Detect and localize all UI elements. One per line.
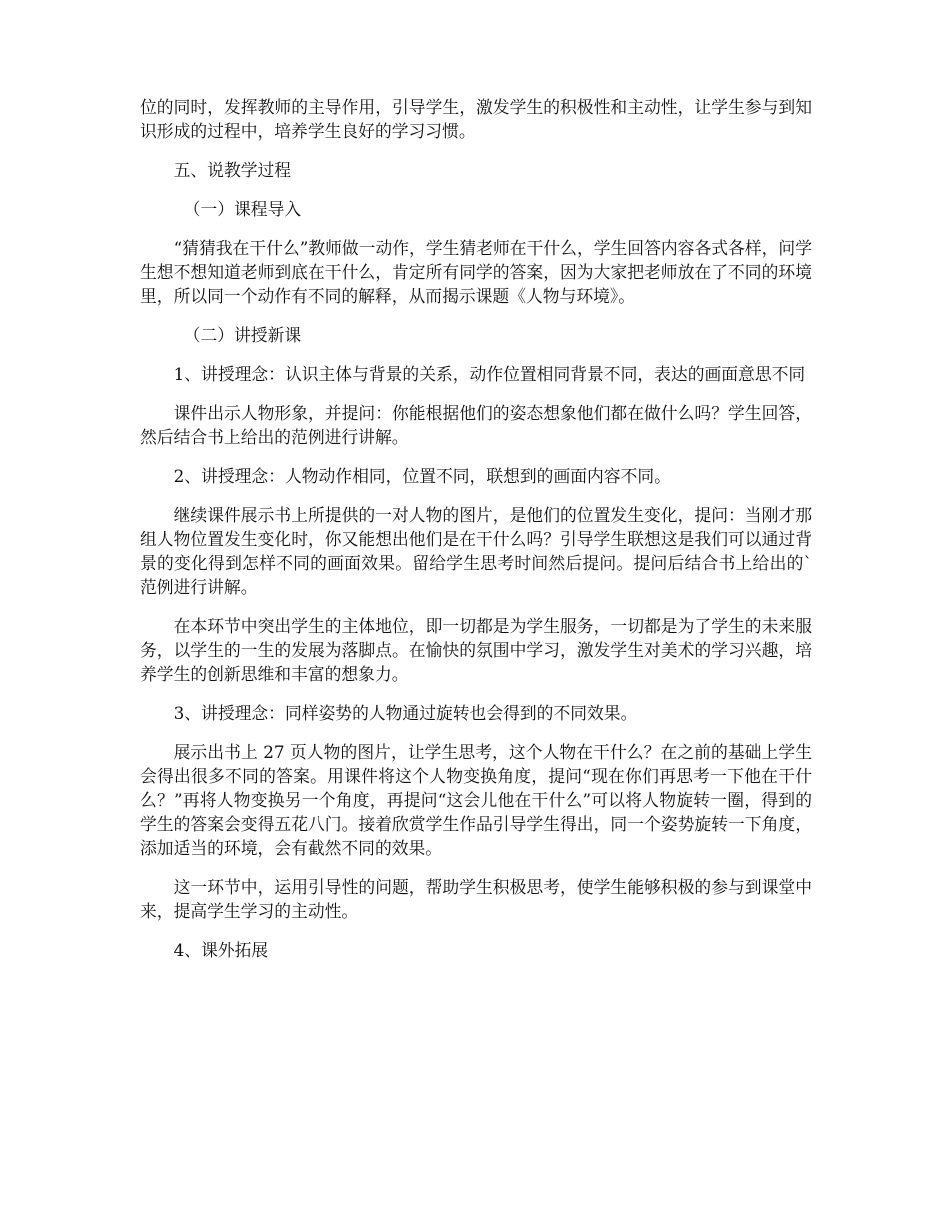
paragraph-concept-1: 1、讲授理念：认识主体与背景的关系，动作位置相同背景不同，表达的画面意思不同: [173, 364, 806, 384]
paragraph-concept-2: 2、讲授理念：人物动作相同，位置不同，联想到的画面内容不同。: [173, 466, 671, 486]
paragraph-concept-1-detail: 课件出示人物形象，并提问：你能根据他们的姿态想象他们都在做什么吗？学生回答，然后结合书上给出的范例进行讲解。: [140, 403, 812, 447]
paragraph-concept-3-detail: 展示出书上 27 页人物的图片，让学生思考，这个人物在干什么？在之前的基础上学生会得出很多不同的答案。用课件将这个人物变换角度，提问“现在你们再思考一下他在干什么？”再将人物变换另一个角度，再提问“这会儿他在干什么”可以将人物旋转一圈，得到的学生的答案会变得五花八门。接着欣赏学生作品引导学生得出，同一个姿势旋转一下角度，添加适当的环境，会有截然不同的效果。: [140, 742, 812, 858]
document-page: [140, 95, 812, 977]
paragraph-guided-questions: 这一环节中，运用引导性的问题，帮助学生积极思考，使学生能够积极的参与到课堂中来，提高学生学习的主动性。: [140, 877, 812, 921]
paragraph-concept-2-detail: 继续课件展示书上所提供的一对人物的图片，是他们的位置发生变化，提问：当刚才那组人物位置发生变化时，你又能想出他们是在干什么吗？引导学生联想这是我们可以通过背景的变化得到怎样不同的画面效果。留给学生思考时间然后提问。提问后结合书上给出的`范例进行讲解。: [140, 505, 812, 597]
section-heading-teaching-process: 五、说教学过程: [173, 160, 292, 180]
paragraph-continuation: 位的同时，发挥教师的主导作用，引导学生，激发学生的积极性和主动性，让学生参与到知识形成的过程中，培养学生良好的学习习惯。: [140, 97, 812, 141]
paragraph-student-centered: 在本环节中突出学生的主体地位，即一切都是为学生服务，一切都是为了学生的未来服务，以学生的一生的发展为落脚点。在愉快的氛围中学习，激发学生对美术的学习兴趣，培养学生的创新思维和丰富的想象力。: [140, 616, 812, 684]
subheading-course-intro: （一）课程导入: [183, 199, 302, 219]
paragraph-intro-activity: “猜猜我在干什么”教师做一动作，学生猜老师在干什么，学生回答内容各式各样，问学生想不想知道老师到底在干什么，肯定所有同学的答案，因为大家把老师放在了不同的环境里，所以同一个动作有不同的解释，从而揭示课题《人物与环境》。: [140, 238, 812, 306]
heading-extension: 4、课外拓展: [173, 940, 269, 960]
paragraph-concept-3: 3、讲授理念：同样姿势的人物通过旋转也会得到的不同效果。: [173, 703, 638, 723]
subheading-new-lesson: （二）讲授新课: [183, 325, 302, 345]
